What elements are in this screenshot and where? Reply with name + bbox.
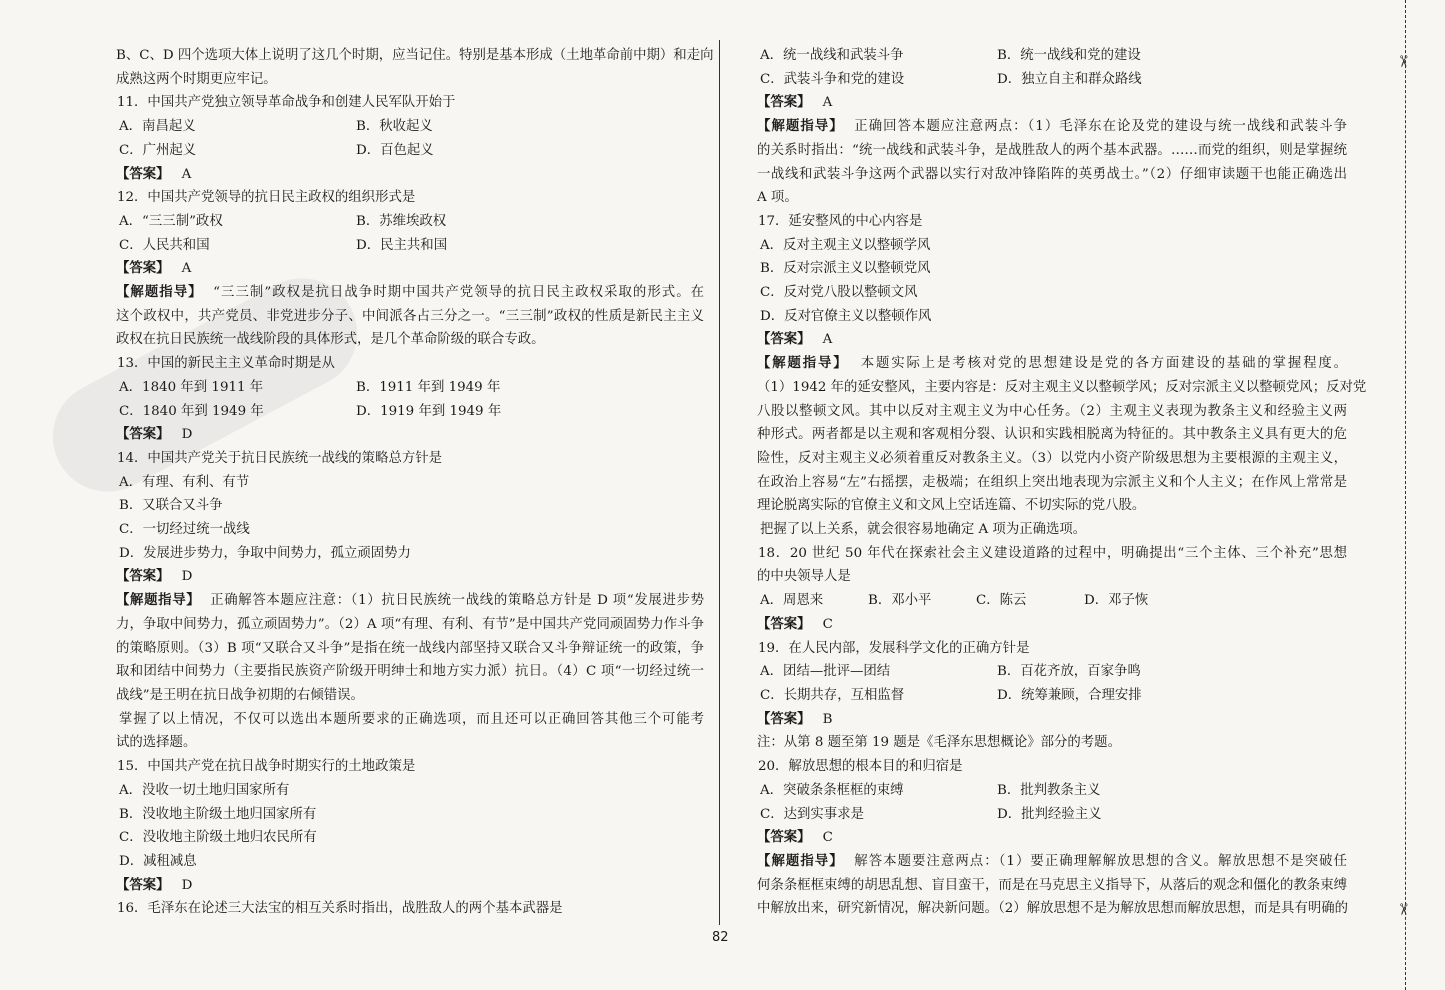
option-text: A．“三三制”政权 [119, 213, 223, 229]
answer-value: A [822, 332, 833, 348]
answer-value: A [822, 95, 833, 111]
left-column [116, 44, 714, 921]
option-text: A．突破条条框框的束缚 [760, 782, 904, 798]
option-text: D．统筹兼顾，合理安排 [997, 687, 1142, 703]
option-text: B．苏维埃政权 [356, 213, 447, 229]
option-text: B．1911 年到 1949 年 [356, 379, 501, 395]
text-line: B．反对宗派主义以整顿党风 [760, 261, 931, 277]
guide-label: 【解题指导】 [757, 355, 849, 372]
option-row [757, 684, 1347, 708]
answer-line [757, 613, 1347, 637]
text-line: （1）1942 年的延安整风，主要内容是：反对主观主义以整顿学风；反对宗派主义以整顿党风；反对党 [757, 379, 1367, 395]
text-line: A．没收一切土地归国家所有 [119, 782, 290, 798]
answer-label: 【答案】 [757, 331, 811, 348]
text-line: 这个政权中，共产党员、非党进步分子、中间派各占三分之一。“三三制”政权的性质是新民主主义 [116, 308, 704, 324]
option-text: B．统一战线和党的建设 [997, 48, 1141, 63]
answer-label: 【答案】 [757, 94, 811, 111]
text-line: 掌握了以上情况，不仅可以选出本题所要求的正确选项，而且还可以正确回答其他三个可能考 [119, 711, 704, 727]
answer-value: A [181, 166, 192, 182]
option-text: D．邓子恢 [1084, 593, 1149, 609]
text-line: B、C、D 四个选项大体上说明了这几个时期，应当记住。特别是基本形成（土地革命前中期）和走向 [116, 48, 714, 63]
text-line: 12．中国共产党领导的抗日民主政权的组织形式是 [117, 190, 416, 206]
text-line: 16．毛泽东在论述三大法宝的相互关系时指出，战胜敌人的两个基本武器是 [117, 901, 563, 917]
guide-text: 本题实际上是考核对党的思想建设是党的各方面建设的基础的掌握程度。 [848, 356, 1348, 372]
option-text: C．人民共和国 [119, 237, 210, 253]
text-line: 注：从第 8 题至第 19 题是《毛泽东思想概论》部分的考题。 [757, 735, 1121, 751]
text-line: 种形式。两者都是以主观和客观相分裂、认识和实践相脱离为特征的。其中教条主义具有更大的危 [757, 427, 1347, 443]
text-line: C．一切经过统一战线 [119, 522, 250, 538]
text-line: B．没收地主阶级土地归国家所有 [119, 806, 317, 822]
answer-value: C [822, 830, 833, 846]
answer-value: C [822, 616, 833, 632]
scissors-icon: ✂ [1394, 54, 1414, 69]
answer-line [757, 328, 1347, 352]
text-line: D．发展进步势力，争取中间势力，孤立顽固势力 [119, 545, 411, 561]
option-text: A．1840 年到 1911 年 [119, 379, 264, 395]
option-text: A．统一战线和武装斗争 [760, 48, 904, 63]
option-row [757, 779, 1347, 803]
text-line: 20．解放思想的根本目的和归宿是 [758, 759, 963, 775]
guide-label: 【解题指导】 [116, 284, 203, 301]
option-row [757, 589, 1347, 613]
text-line: 理论脱离实际的官僚主义和文风上空话连篇、不切实际的党八股。 [757, 498, 1146, 514]
option-text: D．民主共和国 [356, 237, 448, 253]
page-number: 82 [712, 930, 729, 945]
text-line: D．减租减息 [119, 853, 197, 869]
answer-value: D [181, 877, 193, 893]
text-line: 17．延安整风的中心内容是 [758, 213, 923, 229]
answer-label: 【答案】 [757, 615, 811, 632]
answer-label: 【答案】 [757, 710, 811, 727]
text-line: D．反对官僚主义以整顿作风 [760, 308, 932, 324]
text-line: 政权在抗日民族统一战线阶段的具体形式，是几个革命阶级的联合专政。 [116, 332, 545, 348]
answer-label: 【答案】 [116, 568, 170, 585]
option-text: C．武装斗争和党的建设 [760, 71, 905, 87]
guide-label: 【解题指导】 [116, 592, 201, 609]
text-line: 18．20 世纪 50 年代在探索社会主义建设道路的过程中，明确提出“三个主体、三个补充”思想 [758, 545, 1347, 561]
answer-value: A [181, 261, 192, 277]
option-text: A．南昌起义 [119, 119, 196, 135]
text-line: 把握了以上关系，就会很容易地确定 A 项为正确选项。 [760, 522, 1087, 538]
guide-line [116, 589, 704, 613]
option-text: C．1840 年到 1949 年 [119, 403, 264, 419]
answer-label: 【答案】 [116, 426, 170, 443]
answer-line [757, 91, 1347, 115]
text-line: C．没收地主阶级土地归农民所有 [119, 830, 317, 846]
text-line: 11．中国共产党独立领导革命战争和创建人民军队开始于 [117, 95, 456, 111]
option-row [757, 660, 1347, 684]
answer-line [757, 826, 1347, 850]
text-line: 何条条框框束缚的胡思乱想、盲目蛮干，而是在马克思主义指导下，从落后的观念和僵化的教条束缚 [757, 877, 1347, 893]
text-line: 的中央领导人是 [757, 569, 851, 585]
guide-label: 【解题指导】 [757, 118, 844, 135]
answer-label: 【答案】 [116, 876, 170, 893]
text-line: 战线”是王明在抗日战争初期的右倾错误。 [116, 687, 364, 703]
answer-line [116, 874, 704, 898]
text-line: A 项。 [757, 190, 798, 206]
text-line: 13．中国的新民主主义革命时期是从 [117, 356, 335, 372]
guide-line [757, 850, 1347, 874]
option-text: A．周恩来 [760, 593, 824, 609]
answer-value: D [181, 569, 193, 585]
text-line: 15．中国共产党在抗日战争时期实行的土地政策是 [117, 759, 416, 775]
option-row [116, 210, 704, 234]
option-row [116, 139, 704, 163]
text-line: 险性，反对主观主义必须着重反对教条主义。（3）以党内小资产阶级思想为主要根源的主观主义， [757, 450, 1347, 466]
answer-line [757, 708, 1347, 732]
column-divider [719, 40, 720, 925]
option-row [757, 68, 1347, 92]
answer-line [116, 565, 704, 589]
guide-text: 解答本题要注意两点：（1）要正确理解解放思想的含义。解放思想不是突破任 [843, 853, 1347, 869]
option-text: B．批判教条主义 [997, 782, 1101, 798]
cut-line [1405, 0, 1406, 990]
answer-value: B [822, 711, 833, 727]
text-line: 在政治上容易“左”右摇摆，走极端；在组织上突出地表现为宗派主义和个人主义；在作风上常常是 [757, 474, 1347, 490]
option-row [116, 234, 704, 258]
guide-line [757, 352, 1347, 376]
text-line: A．反对主观主义以整顿学风 [760, 237, 931, 253]
text-line: 的关系时指出：“统一战线和武装斗争，是战胜敌人的两个基本武器。……而党的组织，则是掌握统 [757, 142, 1347, 158]
text-line: 取和团结中间势力（主要指民族资产阶级开明绅士和地方实力派）抗日。（4）C 项“一切经过统一 [116, 664, 704, 680]
text-line: 的策略原则。（3）B 项“又联合又斗争”是指在统一战线内部坚持又联合又斗争辩证统一的政策，争 [116, 640, 704, 656]
text-line: 14．中国共产党关于抗日民族统一战线的策略总方针是 [117, 450, 443, 466]
option-text: A．团结—批评—团结 [760, 664, 891, 680]
answer-label: 【答案】 [116, 260, 170, 277]
text-line: 力，争取中间势力，孤立顽固势力”。（2）A 项“有理、有利、有节”是中国共产党同顽固势力作斗争 [116, 616, 704, 632]
answer-label: 【答案】 [116, 165, 170, 182]
option-text: B．百花齐放，百家争鸣 [997, 664, 1141, 680]
text-line: 成熟这两个时期更应牢记。 [116, 71, 277, 87]
option-text: D．批判经验主义 [997, 806, 1102, 822]
option-text: D．1919 年到 1949 年 [356, 403, 502, 419]
option-row [116, 115, 704, 139]
option-text: C．长期共存，互相监督 [760, 687, 905, 703]
answer-line [116, 257, 704, 281]
option-row [757, 44, 1347, 68]
answer-line [116, 163, 704, 187]
option-text: B．邓小平 [868, 593, 932, 609]
answer-label: 【答案】 [757, 829, 811, 846]
text-line: B．又联合又斗争 [119, 498, 223, 514]
text-line: 一战线和武装斗争这两个武器以实行对敌冲锋陷阵的英勇战士。”（2）仔细审读题干也能正确选出 [757, 166, 1347, 182]
option-row [757, 803, 1347, 827]
text-line: 试的选择题。 [116, 735, 197, 751]
option-text: C．陈云 [976, 593, 1027, 609]
text-line: 八股以整顿文风。其中以反对主观主义为中心任务。（2）主观主义表现为教条主义和经验主义两 [757, 403, 1347, 419]
option-row [116, 376, 704, 400]
scissors-icon: ✂ [1394, 902, 1414, 917]
option-row [116, 400, 704, 424]
guide-line [116, 281, 704, 305]
option-text: D．独立自主和群众路线 [997, 71, 1142, 87]
right-column [757, 44, 1367, 921]
answer-value: D [181, 427, 193, 443]
option-text: B．秋收起义 [356, 119, 433, 135]
text-line: 19．在人民内部，发展科学文化的正确方针是 [758, 640, 1030, 656]
text-line: A．有理、有利、有节 [119, 474, 250, 490]
guide-label: 【解题指导】 [757, 852, 844, 869]
guide-text: 正确回答本题应注意两点：（1）毛泽东在论及党的建设与统一战线和武装斗争 [843, 119, 1347, 135]
guide-text: “三三制”政权是抗日战争时期中国共产党领导的抗日民主政权采取的形式。在 [202, 285, 705, 301]
option-text: C．达到实事求是 [760, 806, 864, 822]
option-text: C．广州起义 [119, 142, 197, 158]
answer-line [116, 423, 704, 447]
guide-text: 正确解答本题应注意：（1）抗日民族统一战线的策略总方针是 D 项“发展进步势 [200, 593, 704, 609]
guide-line [757, 115, 1347, 139]
option-text: D．百色起义 [356, 142, 434, 158]
text-line: 中解放出来，研究新情况，解决新问题。（2）解放思想不是为解放思想而解放思想，而是具有明确的 [757, 901, 1349, 917]
text-line: C．反对党八股以整顿文风 [760, 285, 918, 301]
